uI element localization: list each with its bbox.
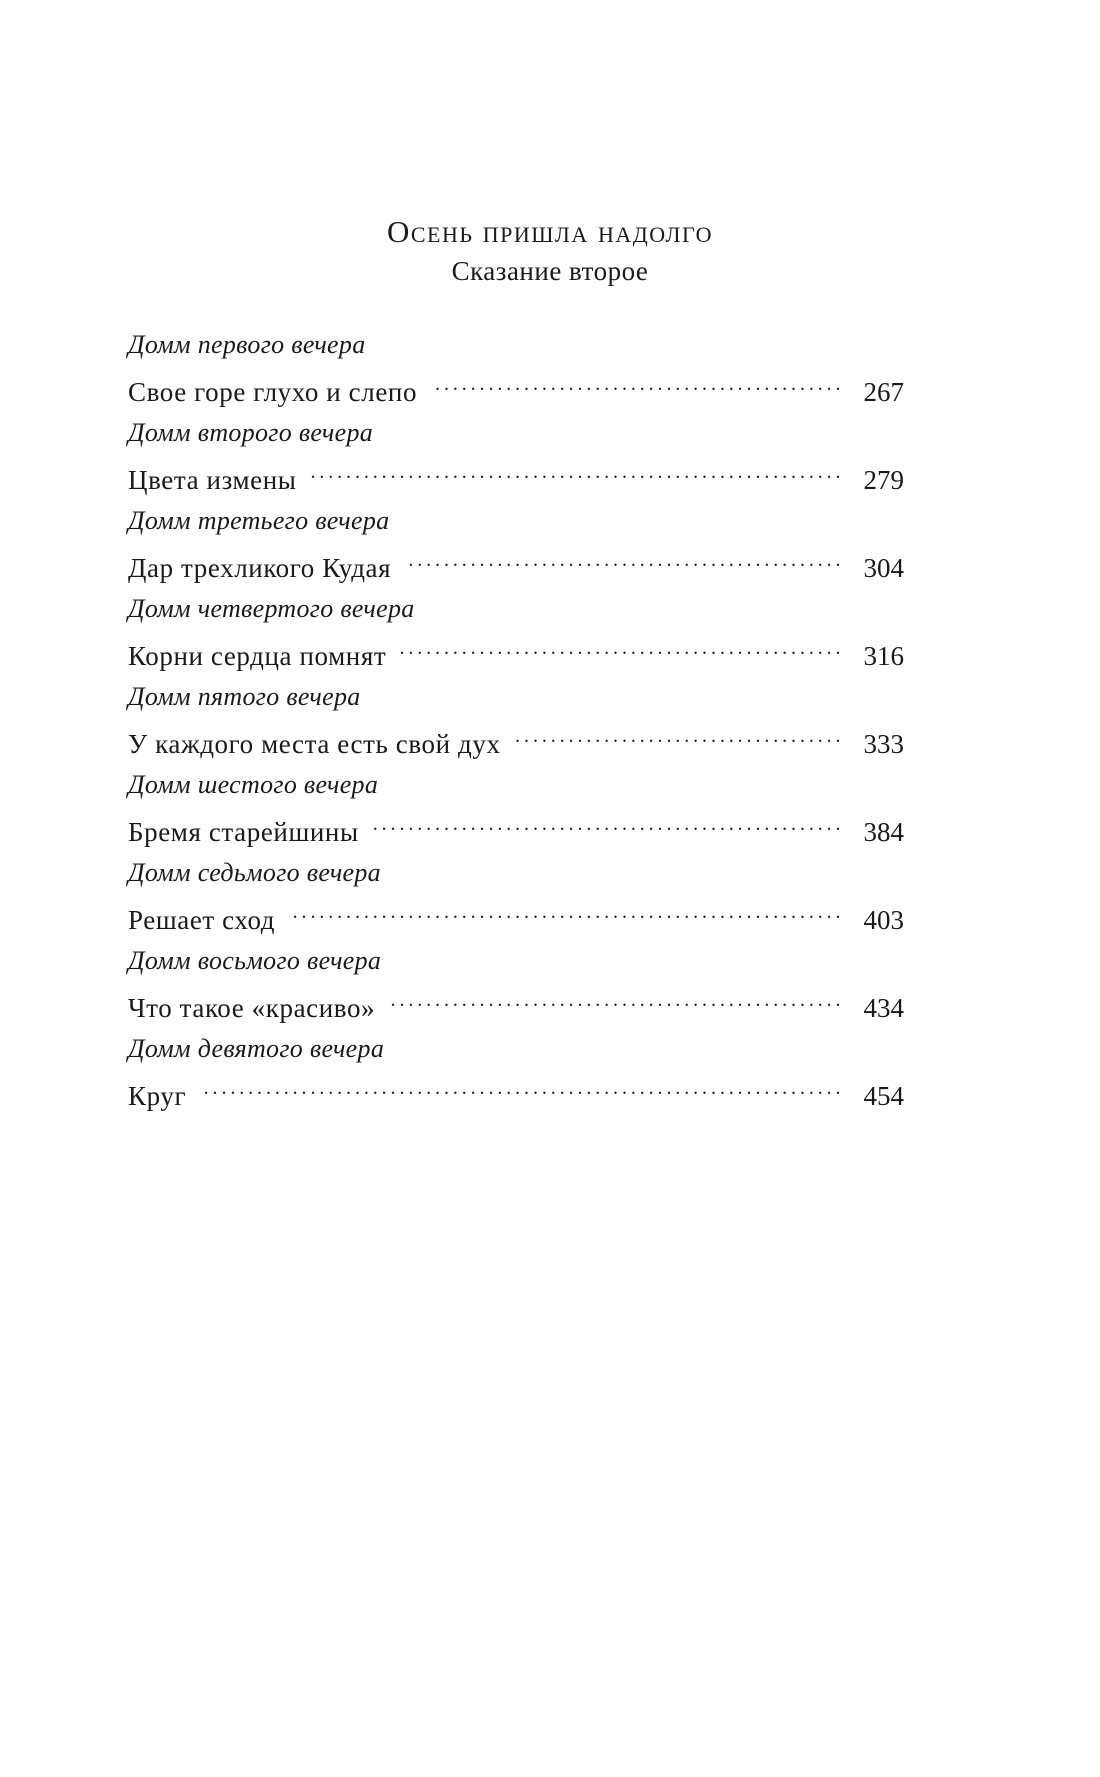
toc-evening-label: Домм восьмого вечера — [128, 946, 382, 975]
toc-chapter-line[interactable] — [128, 363, 904, 407]
toc-evening-label: Домм девятого вечера — [128, 1034, 385, 1063]
toc-chapter-title: Цвета измены — [128, 465, 297, 495]
toc-evening-label: Домм первого вечера — [128, 330, 366, 359]
dot-leader — [389, 979, 840, 1017]
toc-evening-label: Домм третьего вечера — [128, 506, 390, 535]
toc-entry — [128, 679, 904, 767]
dot-leader — [515, 715, 840, 753]
toc-evening-label: Домм пятого вечера — [128, 682, 361, 711]
section-header — [0, 212, 1100, 290]
toc-chapter-line[interactable] — [128, 979, 904, 1023]
toc-page-number: 434 — [863, 993, 904, 1023]
toc-entry — [128, 1031, 904, 1119]
toc-evening-label: Домм второго вечера — [128, 418, 374, 447]
toc-page-number: 454 — [863, 1081, 904, 1111]
toc-chapter-line[interactable] — [128, 539, 904, 583]
toc-entry — [128, 767, 904, 855]
toc-page-number: 304 — [863, 553, 904, 583]
dot-leader — [311, 451, 840, 489]
toc-page-number: 333 — [863, 729, 904, 759]
toc-chapter-line[interactable] — [128, 451, 904, 495]
toc-evening-label: Домм шестого вечера — [128, 770, 379, 799]
toc-entry — [128, 855, 904, 943]
dot-leader — [405, 539, 840, 577]
toc-entry — [128, 415, 904, 503]
toc-chapter-title: У каждого места есть свой дух — [128, 729, 501, 759]
toc-entry — [128, 327, 904, 415]
dot-leader — [431, 363, 840, 401]
dot-leader — [373, 803, 840, 841]
toc-page-number: 279 — [863, 465, 904, 495]
dot-leader — [289, 891, 840, 929]
toc-chapter-line[interactable] — [128, 891, 904, 935]
toc-page-number: 403 — [863, 905, 904, 935]
toc-chapter-line[interactable] — [128, 627, 904, 671]
toc-chapter-title: Что такое «красиво» — [128, 993, 376, 1023]
toc-chapter-title: Бремя старейшины — [128, 817, 359, 847]
toc-chapter-title: Круг — [128, 1081, 187, 1111]
toc-entry — [128, 943, 904, 1031]
toc-chapter-line[interactable] — [128, 715, 904, 759]
toc-chapter-title: Дар трехликого Кудая — [128, 553, 392, 583]
toc-evening-label: Домм четвертого вечера — [128, 594, 415, 623]
table-of-contents — [128, 327, 904, 1119]
toc-page-number: 384 — [863, 817, 904, 847]
toc-chapter-title: Решает сход — [128, 905, 276, 935]
toc-chapter-line[interactable] — [128, 803, 904, 847]
section-subtitle: Сказание второе — [451, 256, 649, 286]
toc-chapter-title: Свое горе глухо и слепо — [128, 377, 418, 407]
toc-chapter-title: Корни сердца помнят — [128, 641, 387, 671]
toc-chapter-line[interactable] — [128, 1067, 904, 1111]
toc-page-number: 316 — [863, 641, 904, 671]
toc-page-number: 267 — [863, 377, 904, 407]
toc-entry — [128, 503, 904, 591]
toc-evening-label: Домм седьмого вечера — [128, 858, 381, 887]
section-title: Осень пришла надолго — [386, 214, 714, 249]
dot-leader — [400, 627, 840, 665]
toc-entry — [128, 591, 904, 679]
dot-leader — [200, 1067, 840, 1105]
